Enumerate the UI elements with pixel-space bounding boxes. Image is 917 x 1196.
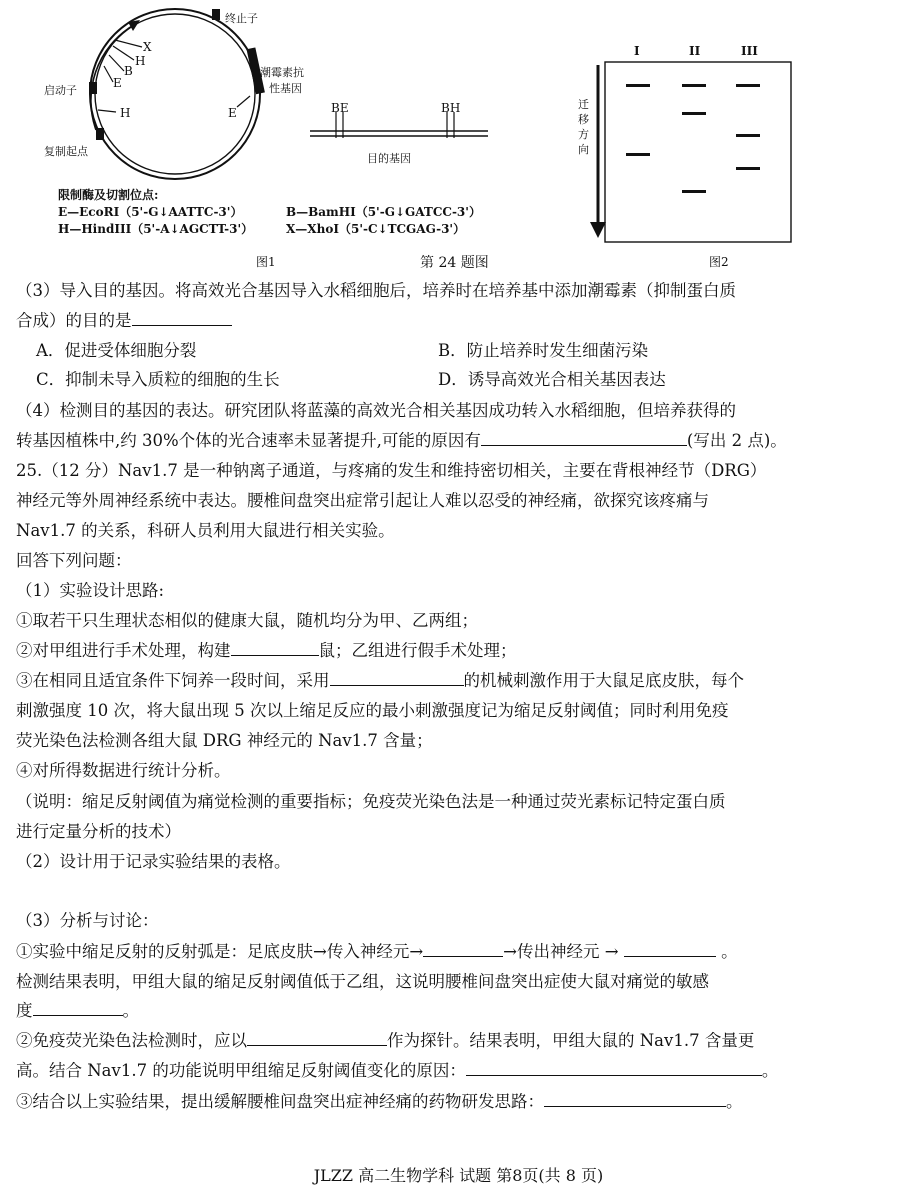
site-line-h1	[113, 46, 134, 60]
text: ①取若干只生理状态相似的健康大鼠，随机均分为甲、乙两组；	[16, 611, 478, 630]
text: ②对甲组进行手术处理，构建	[16, 641, 231, 660]
site-x-label: X	[143, 40, 152, 54]
q25-intro-2	[16, 486, 896, 515]
band	[736, 134, 760, 137]
direction-char-1: 迁	[578, 98, 589, 111]
band	[626, 84, 650, 87]
q25-part3	[16, 906, 896, 935]
site-h1-label: H	[135, 54, 146, 68]
text: （3）导入目的基因。将高效光合基因导入水稻细胞后，培养时在培养基中添加潮霉素（抑制蛋白质	[16, 281, 736, 300]
q25-step2	[16, 636, 896, 665]
text: （2）设计用于记录实验结果的表格。	[16, 852, 291, 871]
q25-disc2-line1	[16, 1026, 896, 1055]
text: 作为探针。结果表明，甲组大鼠的 Nav1.7 含量更	[387, 1031, 755, 1050]
text: (写出 2 点)。	[686, 431, 787, 450]
text: Nav1.7 的关系，科研人员利用大鼠进行相关实验。	[16, 521, 395, 540]
q25-disc1-line1	[16, 937, 896, 966]
lane-2-label: II	[689, 44, 701, 58]
site-line-x	[115, 40, 142, 47]
answer-blank[interactable]	[481, 427, 687, 446]
text: 鼠；乙组进行假手术处理；	[318, 641, 517, 660]
band	[626, 153, 650, 156]
answer-blank[interactable]	[466, 1057, 762, 1076]
text: （1）实验设计思路:	[16, 581, 165, 600]
direction-char-4: 向	[578, 143, 589, 156]
page-footer: JLZZ 高二生物学科 试题 第8页(共 8 页)	[313, 1166, 604, 1185]
q25-note-1	[16, 787, 896, 816]
text: 荧光染色法检测各组大鼠 DRG 神经元的 Nav1.7 含量；	[16, 731, 433, 750]
text: 神经元等外周神经系统中表达。腰椎间盘突出症常引起让人难以忍受的神经痛，欲探究该疼痛与	[16, 491, 709, 510]
text: ①实验中缩足反射的反射弧是：足底皮肤→传入神经元→	[16, 942, 424, 961]
site-line-h2	[98, 110, 116, 112]
band	[682, 84, 706, 87]
figure-1-label: 图1	[256, 255, 276, 269]
q25-intro-1	[16, 456, 896, 485]
site-e2-label: E	[228, 106, 237, 120]
text: ②免疫荧光染色法检测时，应以	[16, 1031, 247, 1050]
terminator-block	[212, 9, 220, 20]
lane-3-label: III	[741, 44, 758, 58]
enzyme-e: E—EcoRI（5'-G↓AATTC-3'）	[58, 205, 243, 219]
figure-caption: 第 24 题图	[420, 255, 489, 271]
band	[682, 112, 706, 115]
answer-blank[interactable]	[423, 938, 503, 957]
enzyme-h: H—HindIII（5'-A↓AGCTT-3'）	[58, 222, 254, 236]
enzyme-title: 限制酶及切割位点:	[58, 188, 159, 202]
label-terminator: 终止子	[225, 12, 258, 25]
text: 检测结果表明，甲组大鼠的缩足反射阈值低于乙组，这说明腰椎间盘突出症使大鼠对痛觉的敏感	[16, 972, 709, 991]
plasmid-ring-inner	[95, 14, 255, 174]
text: ③在相同且适宜条件下饲养一段时间，采用	[16, 671, 330, 690]
text: 。	[761, 1061, 779, 1080]
text: ③结合以上实验结果，提出缓解腰椎间盘突出症神经痛的药物研发思路：	[16, 1092, 544, 1111]
q25-step3b	[16, 696, 896, 725]
answer-blank[interactable]	[33, 997, 123, 1016]
q25-step4	[16, 756, 896, 785]
q25-disc2-line2	[16, 1056, 896, 1085]
site-b-label: B	[124, 64, 133, 78]
q25-step3a	[16, 666, 896, 695]
origin-block	[96, 128, 104, 140]
q24-part4-line1	[16, 396, 896, 425]
answer-blank[interactable]	[544, 1088, 726, 1107]
gel-frame	[605, 62, 791, 242]
target-gene-site-be: BE	[331, 101, 349, 115]
text: 转基因植株中,约 30%个体的光合速率未显著提升,可能的原因有	[16, 431, 481, 450]
target-gene-site-bh: BH	[441, 101, 461, 115]
label-target-gene: 目的基因	[367, 152, 411, 165]
direction-char-3: 方	[578, 128, 589, 141]
band	[736, 84, 760, 87]
option-c[interactable]: C．抑制未导入质粒的细胞的生长	[36, 370, 280, 389]
band	[682, 190, 706, 193]
plasmid-ring-outer	[90, 9, 260, 179]
text: 度	[16, 1001, 33, 1020]
label-hyg-2: 性基因	[269, 82, 302, 95]
band	[736, 167, 760, 170]
enzyme-b: B—BamHI（5'-G↓GATCC-3'）	[286, 205, 481, 219]
answer-blank[interactable]	[624, 938, 716, 957]
text: （3）分析与讨论：	[16, 911, 159, 930]
q25-disc1-line2	[16, 967, 896, 996]
figure-2-label: 图2	[709, 255, 729, 269]
text: 进行定量分析的技术）	[16, 822, 181, 841]
q25-part1	[16, 576, 896, 605]
text: （4）检测目的基因的表达。研究团队将蓝藻的高效光合相关基因成功转入水稻细胞，但培养获得的	[16, 401, 736, 420]
text: 的机械刺激作用于大鼠足底皮肤，每个	[463, 671, 744, 690]
q25-disc3	[16, 1087, 896, 1116]
text: 高。结合 Nav1.7 的功能说明甲组缩足反射阈值变化的原因：	[16, 1061, 466, 1080]
site-line-e1	[104, 66, 113, 82]
text: （说明：缩足反射阈值为痛觉检测的重要指标；免疫荧光染色法是一种通过荧光素标记特定蛋白质	[16, 792, 726, 811]
text: 刺激强度 10 次，将大鼠出现 5 次以上缩足反应的最小刺激强度记为缩足反射阈值；同时利用免疫	[16, 701, 729, 720]
promoter-block	[89, 82, 97, 94]
figure-1-plasmid	[0, 0, 300, 200]
q25-step3c	[16, 726, 896, 755]
answer-blank[interactable]	[231, 637, 319, 656]
q25-step1	[16, 606, 896, 635]
label-origin: 复制起点	[44, 145, 88, 158]
text: 。	[122, 1001, 139, 1020]
q25-intro-3	[16, 516, 896, 545]
text: 。	[721, 942, 738, 961]
target-gene-diagram	[300, 95, 500, 145]
site-line-e2	[237, 96, 250, 107]
option-a[interactable]: A．促进受体细胞分裂	[36, 341, 197, 360]
migration-arrow-head	[590, 222, 606, 238]
lane-1-label: I	[634, 44, 640, 58]
enzyme-x: X—XhoI（5'-C↓TCGAG-3'）	[286, 222, 466, 236]
answer-blank[interactable]	[330, 667, 464, 686]
text: ④对所得数据进行统计分析。	[16, 761, 231, 780]
q25-answer-prompt	[16, 546, 896, 575]
q24-part3-line1	[16, 276, 896, 305]
text: 合成）的目的是	[16, 311, 132, 330]
direction-char-2: 移	[578, 113, 589, 126]
q25-part2	[16, 847, 896, 876]
site-e1-label: E	[113, 76, 122, 90]
text: 回答下列问题：	[16, 551, 132, 570]
q24-part4-line2	[16, 426, 896, 455]
text: →传出神经元 →	[503, 942, 619, 961]
label-promoter: 启动子	[44, 84, 77, 97]
option-b[interactable]: B．防止培养时发生细菌污染	[438, 341, 649, 360]
answer-blank[interactable]	[132, 307, 232, 326]
text: 25.（12 分）Nav1.7 是一种钠离子通道，与疼痛的发生和维持密切相关，主要在背根神经节（DRG）	[16, 461, 767, 480]
figure-2-gel	[570, 40, 800, 245]
q25-note-2	[16, 817, 896, 846]
q25-disc1-line3	[16, 996, 896, 1025]
site-h2-label: H	[120, 106, 131, 120]
option-d[interactable]: D．诱导高效光合相关基因表达	[438, 370, 666, 389]
site-line-b	[109, 55, 124, 71]
label-hyg-1: 潮霉素抗	[260, 66, 304, 79]
q24-part3-line2	[16, 306, 896, 335]
text: 。	[726, 1092, 743, 1111]
answer-blank[interactable]	[247, 1027, 387, 1046]
